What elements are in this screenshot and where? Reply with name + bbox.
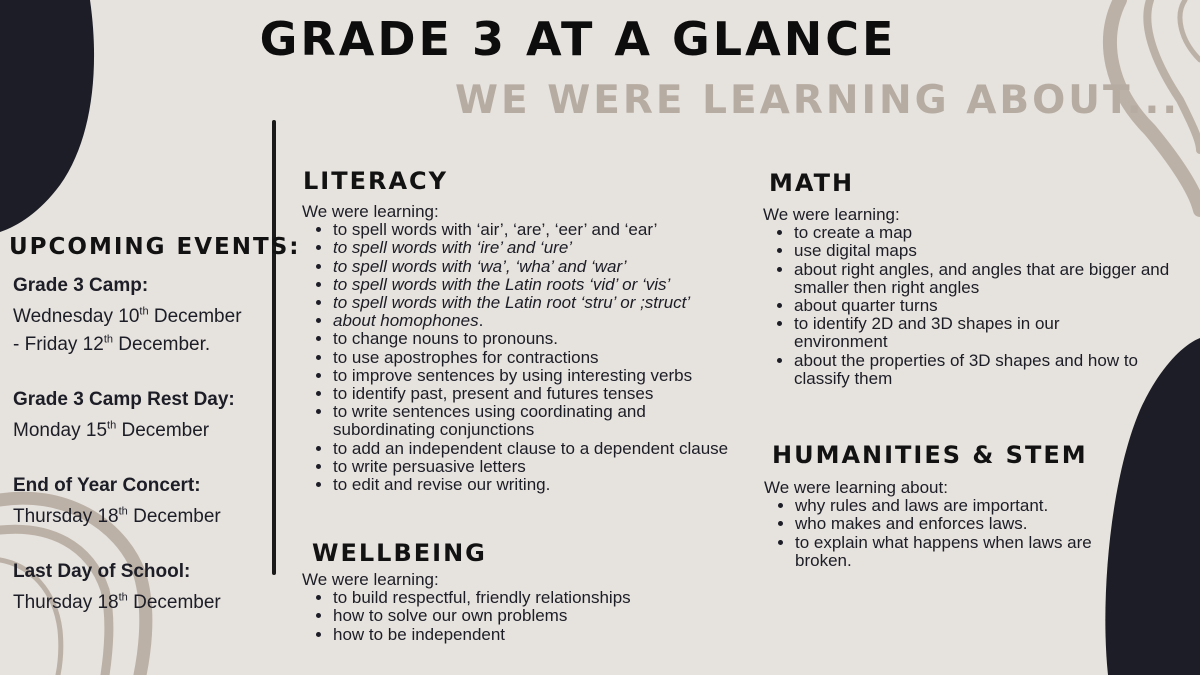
list-item: • about the properties of 3D shapes and how to classify them [794, 352, 1183, 388]
event-last-day [13, 561, 273, 617]
event-rest-day [13, 389, 273, 445]
list-item: • to spell words with the Latin root ‘stru’ or ;struct’ [333, 294, 772, 312]
event-date: Thursday 18th December [13, 505, 221, 527]
list-item: • to create a map [794, 224, 1183, 242]
page-title: GRADE 3 AT A GLANCE [259, 12, 897, 66]
event-name: Grade 3 Camp Rest Day: [13, 389, 235, 410]
math-heading: MATH [769, 169, 855, 197]
event-concert [13, 475, 273, 531]
literacy-section [302, 203, 772, 494]
humanities-intro: We were learning about: [764, 478, 948, 497]
list-item: • how to be independent [333, 626, 742, 644]
list-item: • to explain what happens when laws are broken. [795, 534, 1095, 570]
list-item: • about right angles, and angles that are bigger and smaller then right angles [794, 261, 1183, 297]
list-item: • to change nouns to pronouns. [333, 330, 772, 348]
list-item: • about homophones. [333, 312, 772, 330]
event-date: Monday 15th December [13, 419, 210, 441]
page-subtitle: WE WERE LEARNING ABOUT... [455, 78, 1181, 123]
event-date: Thursday 18th December [13, 591, 221, 613]
list-item: • to use apostrophes for contractions [333, 349, 772, 367]
events-heading: UPCOMING EVENTS: [9, 234, 301, 260]
literacy-intro: We were learning: [302, 202, 439, 221]
list-item: • use digital maps [794, 242, 1183, 260]
list-item: • to add an independent clause to a dependent clause [333, 440, 733, 458]
wellbeing-section [302, 571, 742, 644]
list-item: • to spell words with ‘air’, ‘are’, ‘eer’ and ‘ear’ [333, 221, 772, 239]
event-name: End of Year Concert: [13, 475, 201, 496]
math-section [763, 206, 1183, 388]
list-item: • to identify 2D and 3D shapes in our environment [794, 315, 1094, 351]
event-date-end: - Friday 12th December. [13, 333, 211, 355]
list-item: • to identify past, present and futures tenses [333, 385, 772, 403]
humanities-heading: HUMANITIES & STEM [772, 441, 1088, 469]
list-item: • about quarter turns [794, 297, 1183, 315]
list-item: • why rules and laws are important. [795, 497, 1114, 515]
literacy-list [302, 221, 772, 494]
literacy-heading: LITERACY [303, 167, 449, 195]
list-item: • to improve sentences by using interesting verbs [333, 367, 772, 385]
list-item: • to write persuasive letters [333, 458, 772, 476]
humanities-section [764, 479, 1114, 570]
event-camp [13, 275, 273, 359]
humanities-list [764, 497, 1114, 570]
list-item: • to spell words with ‘ire’ and ‘ure’ [333, 239, 772, 257]
list-item: • who makes and enforces laws. [795, 515, 1114, 533]
wellbeing-intro: We were learning: [302, 570, 439, 589]
wellbeing-list [302, 589, 742, 644]
list-item: • how to solve our own problems [333, 607, 742, 625]
dark-blob-right [1105, 338, 1200, 675]
list-item: • to spell words with the Latin roots ‘vid’ or ‘vis’ [333, 276, 772, 294]
event-date: Wednesday 10th December [13, 305, 242, 327]
list-item: • to edit and revise our writing. [333, 476, 772, 494]
list-item: • to build respectful, friendly relationships [333, 589, 742, 607]
list-item: • to spell words with ‘wa’, ‘wha’ and ‘war’ [333, 258, 772, 276]
math-list [763, 224, 1183, 388]
list-item: • to write sentences using coordinating and subordinating conjunctions [333, 403, 703, 439]
event-name: Last Day of School: [13, 561, 191, 582]
event-name: Grade 3 Camp: [13, 275, 149, 296]
wellbeing-heading: WELLBEING [312, 539, 487, 567]
events-list [13, 275, 273, 647]
math-intro: We were learning: [763, 205, 900, 224]
